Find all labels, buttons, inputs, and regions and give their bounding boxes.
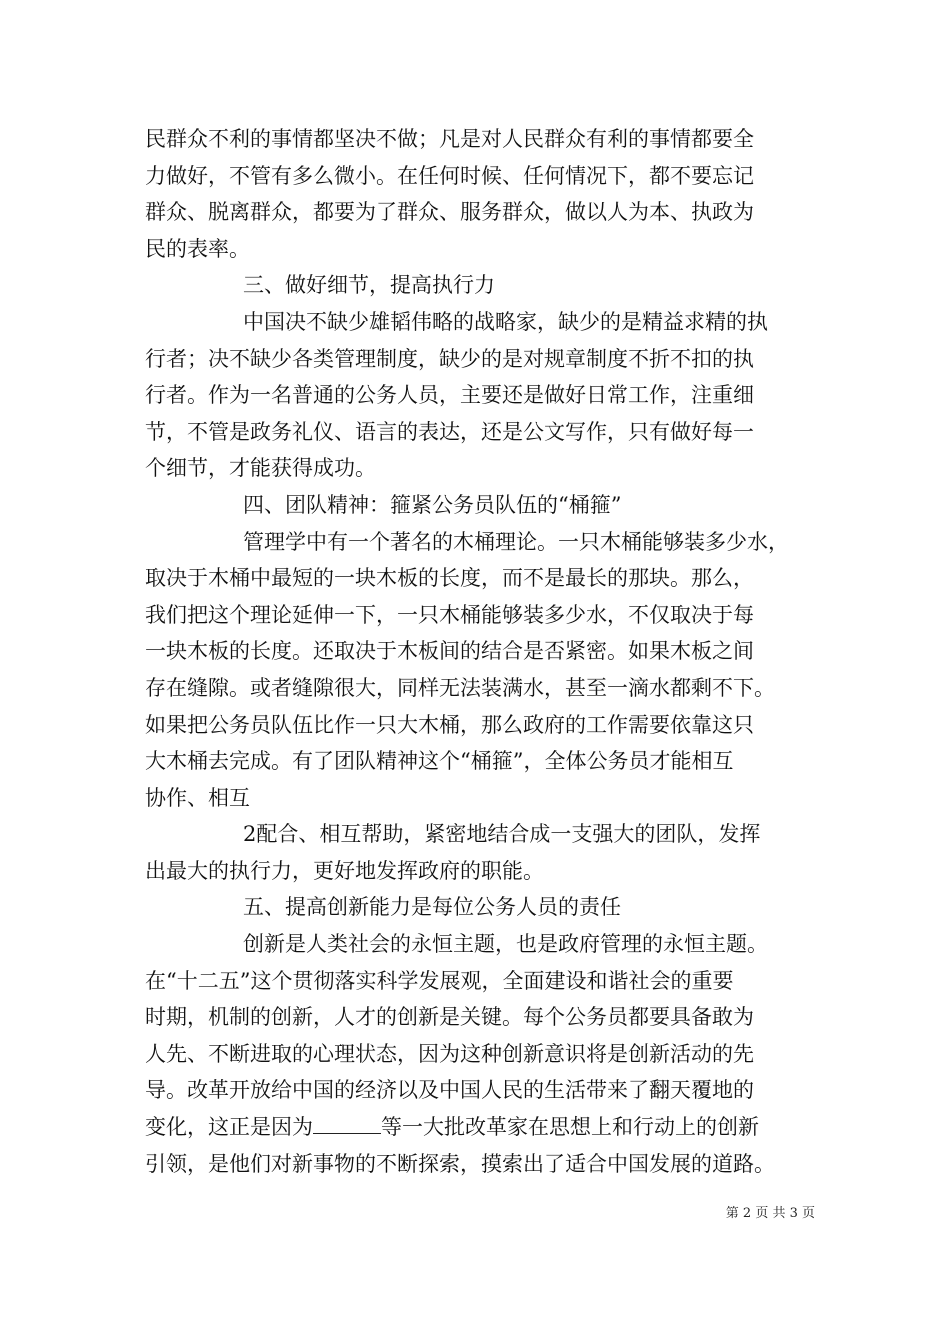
text-line: 人先、不断进取的心理状态，因为这种创新意识将是创新活动的先 [145, 1041, 754, 1066]
text-line: 导。改革开放给中国的经济以及中国人民的生活带来了翻天覆地的 [145, 1078, 754, 1103]
text-fragment: 等一大批改革家在思想上和行动上的创新 [381, 1115, 759, 1140]
text-line: 在“十二五”这个贯彻落实科学发展观，全面建设和谐社会的重要 [145, 968, 734, 993]
text-line: 节，不管是政务礼仪、语言的表达，还是公文写作，只有做好每一 [145, 419, 754, 444]
text-line: 创新是人类社会的永恒主题，也是政府管理的永恒主题。 [243, 932, 768, 957]
text-line: 民的表率。 [145, 236, 250, 261]
section-heading-3: 三、做好细节，提高执行力 [243, 273, 495, 298]
text-line: 协作、相互 [145, 785, 250, 810]
text-line: 民群众不利的事情都坚决不做；凡是对人民群众有利的事情都要全 [145, 127, 754, 151]
text-line: 引领，是他们对新事物的不断探索，摸索出了适合中国发展的道路。 [145, 1151, 775, 1176]
section-heading-5: 五、提高创新能力是每位公务人员的责任 [243, 895, 621, 920]
text-line: 行者。作为一名普通的公务人员，主要还是做好日常工作，注重细 [145, 383, 754, 408]
text-line: 力做好，不管有多么微小。在任何时候、任何情况下，都不要忘记 [145, 163, 754, 188]
body-text [145, 121, 815, 1182]
text-line: 出最大的执行力，更好地发挥政府的职能。 [145, 858, 544, 883]
section-heading-4: 四、团队精神：箍紧公务员队伍的“桶箍” [243, 492, 622, 517]
text-line: 行者；决不缺少各类管理制度，缺少的是对规章制度不折不扣的执 [145, 346, 754, 371]
text-line: 中国决不缺少雄韬伟略的战略家，缺少的是精益求精的执 [243, 309, 768, 334]
text-line: 如果把公务员队伍比作一只大木桶，那么政府的工作需要依靠这只 [145, 712, 754, 737]
text-line: 时期，机制的创新，人才的创新是关键。每个公务员都要具备敢为 [145, 1005, 754, 1030]
text-line-with-blank [145, 1109, 815, 1146]
text-line: 个细节，才能获得成功。 [145, 456, 376, 481]
text-line: 存在缝隙。或者缝隙很大，同样无法装满水，甚至一滴水都剩不下。 [145, 675, 775, 700]
text-line: 一块木板的长度。还取决于木板间的结合是否紧密。如果木板之间 [145, 639, 754, 664]
page-number-footer: 第 2 页 共 3 页 [725, 1206, 815, 1221]
text-line: 2配合、相互帮助，紧密地结合成一支强大的团队，发挥 [243, 822, 761, 847]
text-line: 大木桶去完成。有了团队精神这个“桶箍”，全体公务员才能相互 [145, 749, 734, 774]
text-fragment: 变化，这正是因为 [145, 1115, 313, 1140]
fill-in-blank [313, 1115, 381, 1134]
text-line: 我们把这个理论延伸一下，一只木桶能够装多少水，不仅取决于每 [145, 602, 754, 627]
text-line: 管理学中有一个著名的木桶理论。一只木桶能够装多少水， [243, 529, 789, 554]
text-line: 取决于木桶中最短的一块木板的长度，而不是最长的那块。那么， [145, 566, 754, 591]
text-line: 群众、脱离群众，都要为了群众、服务群众，做以人为本、执政为 [145, 200, 754, 225]
